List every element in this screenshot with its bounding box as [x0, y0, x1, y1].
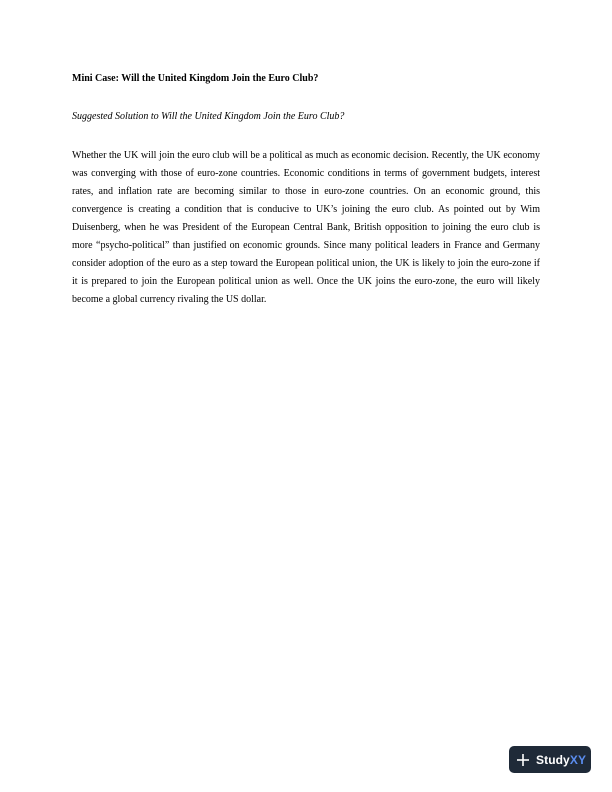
studyxy-logo-text — [536, 753, 586, 767]
brand-accent-text: XY — [569, 752, 587, 767]
document-title: Mini Case: Will the United Kingdom Join the Euro Club? — [72, 73, 319, 84]
document-body-paragraph: Whether the UK will join the euro club will be a political as much as economic decision. Recently, the UK economy was converging with those of euro-zone countries. Economic conditions in terms of government budgets, interest rates, and inflation rate are becoming similar to those in euro-zone countries. On an economic ground, this convergence is creating a condition that is conducive to UK’s joining the euro club. As pointed out by Wim Duisenberg, when he was President of the European Central Bank, British opposition to joining the euro club is more “psycho-political” than justified on economic grounds. Since many political leaders in France and Germany consider adoption of the euro as a step toward the European political union, the UK is likely to join the euro-zone if it is prepared to join the European political union as well. Once the UK joins the euro-zone, the euro will likely become a global currency rivaling the US dollar. — [72, 150, 540, 305]
studyxy-watermark-badge[interactable] — [509, 746, 591, 773]
brand-main-text: Study — [536, 752, 570, 767]
document-subtitle: Suggested Solution to Will the United Kingdom Join the Euro Club? — [72, 111, 345, 122]
plus-icon — [516, 753, 530, 767]
document-page — [72, 72, 540, 309]
